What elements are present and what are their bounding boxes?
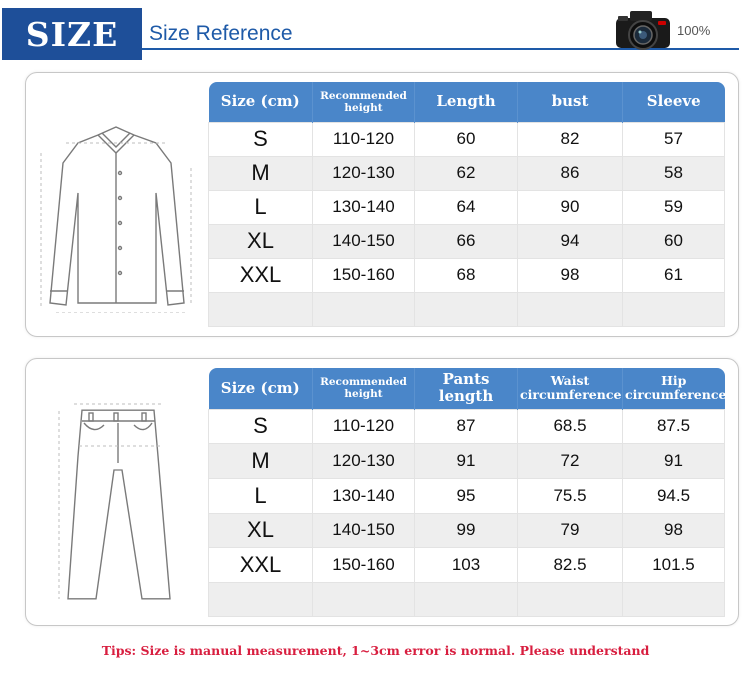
hip-cell: 94.5	[623, 478, 725, 513]
pants-length-cell: 95	[415, 478, 518, 513]
waist-cell: 82.5	[518, 548, 623, 583]
bust-cell: 94	[518, 224, 623, 258]
size-cell: S	[209, 409, 313, 444]
length-cell: 68	[415, 258, 518, 292]
header-waist: Waist circumference	[518, 368, 623, 409]
waist-cell: 75.5	[518, 478, 623, 513]
table-row	[209, 513, 725, 548]
size-cell: XL	[209, 224, 313, 258]
hip-cell: 98	[623, 513, 725, 548]
header-size: Size (cm)	[209, 368, 313, 409]
header-height: Recommended height	[313, 368, 415, 409]
bottom-size-table	[208, 368, 725, 617]
header-bust: bust	[518, 82, 623, 122]
table-row-empty	[209, 582, 725, 616]
top-size-table	[208, 82, 725, 327]
height-cell: 110-120	[313, 122, 415, 156]
hip-cell: 91	[623, 444, 725, 479]
length-cell: 60	[415, 122, 518, 156]
table-row	[209, 478, 725, 513]
header-height: Recommended height	[313, 82, 415, 122]
table-header-row	[209, 368, 725, 409]
pants-diagram	[34, 401, 199, 601]
height-cell: 120-130	[313, 156, 415, 190]
bust-cell: 90	[518, 190, 623, 224]
header-size: Size (cm)	[209, 82, 313, 122]
size-cell: M	[209, 156, 313, 190]
waist-cell: 79	[518, 513, 623, 548]
table-row	[209, 224, 725, 258]
pants-length-cell: 103	[415, 548, 518, 583]
header-pants-length: Pants length	[415, 368, 518, 409]
size-cell: XL	[209, 513, 313, 548]
height-cell: 150-160	[313, 548, 415, 583]
header-hip: Hip circumference	[623, 368, 725, 409]
hip-cell: 87.5	[623, 409, 725, 444]
waist-cell: 72	[518, 444, 623, 479]
table-row	[209, 156, 725, 190]
size-badge: SIZE	[2, 8, 142, 60]
waist-cell: 68.5	[518, 409, 623, 444]
table-row	[209, 444, 725, 479]
pants-length-cell: 91	[415, 444, 518, 479]
size-cell: M	[209, 444, 313, 479]
height-cell: 130-140	[313, 190, 415, 224]
zoom-indicator: 100%	[677, 23, 711, 38]
sleeve-cell: 59	[623, 190, 725, 224]
height-cell: 140-150	[313, 224, 415, 258]
table-row	[209, 409, 725, 444]
camera-icon	[612, 6, 676, 52]
size-cell: XXL	[209, 258, 313, 292]
size-cell: XXL	[209, 548, 313, 583]
sleeve-cell: 58	[623, 156, 725, 190]
length-cell: 66	[415, 224, 518, 258]
bust-cell: 98	[518, 258, 623, 292]
sleeve-cell: 60	[623, 224, 725, 258]
size-cell: S	[209, 122, 313, 156]
hip-cell: 101.5	[623, 548, 725, 583]
header-sleeve: Sleeve	[623, 82, 725, 122]
page-title: Size Reference	[149, 22, 293, 45]
height-cell: 110-120	[313, 409, 415, 444]
table-header-row	[209, 82, 725, 122]
height-cell: 130-140	[313, 478, 415, 513]
height-cell: 150-160	[313, 258, 415, 292]
table-row	[209, 258, 725, 292]
size-cell: L	[209, 478, 313, 513]
bust-cell: 82	[518, 122, 623, 156]
tip-text: Tips: Size is manual measurement, 1~3cm error is normal. Please understand	[101, 643, 650, 658]
table-row	[209, 190, 725, 224]
table-row	[209, 548, 725, 583]
size-cell: L	[209, 190, 313, 224]
height-cell: 140-150	[313, 513, 415, 548]
pants-length-cell: 99	[415, 513, 518, 548]
header-length: Length	[415, 82, 518, 122]
sleeve-cell: 57	[623, 122, 725, 156]
bust-cell: 86	[518, 156, 623, 190]
pants-length-cell: 87	[415, 409, 518, 444]
length-cell: 64	[415, 190, 518, 224]
height-cell: 120-130	[313, 444, 415, 479]
shirt-diagram	[36, 113, 196, 313]
table-row-empty	[209, 292, 725, 326]
length-cell: 62	[415, 156, 518, 190]
table-row	[209, 122, 725, 156]
sleeve-cell: 61	[623, 258, 725, 292]
